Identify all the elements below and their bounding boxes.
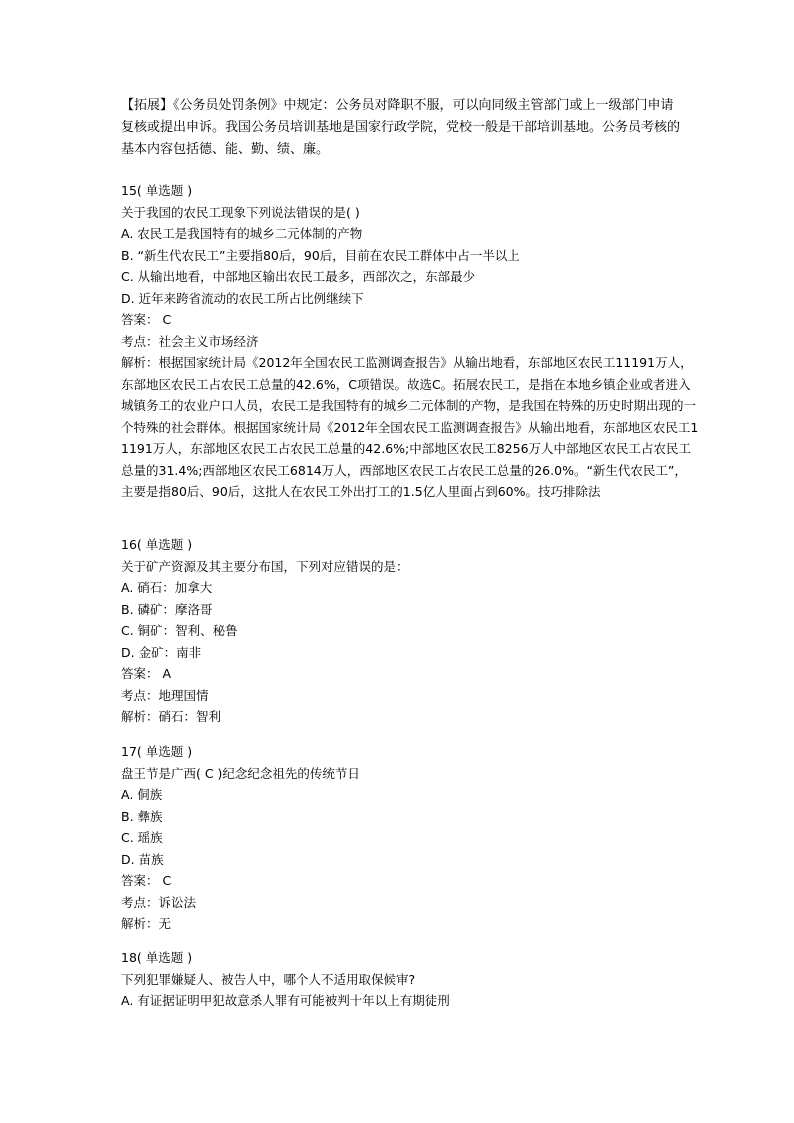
option-a: A. 有证据证明甲犯故意杀人罪有可能被判十年以上有期徒刑 <box>121 993 450 1008</box>
question-stem: 盘王节是广西( C )纪念纪念祖先的传统节日 <box>121 765 360 781</box>
question-number: 15( 单选题 ) <box>121 183 193 198</box>
question-stem: 下列犯罪嫌疑人、被告人中，哪个人不适用取保候审? <box>121 971 416 987</box>
option-a: A. 侗族 <box>121 787 163 802</box>
option-d: D. 金矿：南非 <box>121 644 202 660</box>
question-stem: 关于矿产资源及其主要分布国，下列对应错误的是： <box>121 558 409 574</box>
option-b: B. “新生代农民工”主要指80后，90后，目前在农民工群体中占一半以上 <box>121 247 520 263</box>
answer: 答案： C <box>121 873 172 888</box>
question-18 <box>121 947 701 1012</box>
question-15 <box>121 180 701 503</box>
option-d: D. 近年来跨省流动的农民工所占比例继续下 <box>121 290 364 306</box>
question-number: 16( 单选题 ) <box>121 537 193 552</box>
question-number: 17( 单选题 ) <box>121 744 193 759</box>
analysis: 解析：硝石：智利 <box>121 709 222 724</box>
knowledge-point: 考点：地理国情 <box>121 687 209 703</box>
knowledge-point: 考点：诉讼法 <box>121 894 197 910</box>
option-b: B. 磷矿：摩洛哥 <box>121 601 213 617</box>
option-c: C. 铜矿：智利、秘鲁 <box>121 623 238 638</box>
question-17 <box>121 741 701 935</box>
intro-text: 【拓展】《公务员处罚条例》中规定：公务员对降职不服，可以向同级主管部门或上一级部门申请复核或提出申诉。我国公务员培训基地是国家行政学院，党校一般是干部培训基地。公务员考核的基本内容包括德、能、勤、绩、廉。 <box>121 98 681 157</box>
answer: 答案： C <box>121 312 172 327</box>
answer: 答案： A <box>121 666 172 681</box>
intro-paragraph <box>121 95 681 161</box>
analysis: 解析：无 <box>121 916 172 931</box>
option-b: B. 彝族 <box>121 808 163 824</box>
option-d: D. 苗族 <box>121 851 164 867</box>
analysis: 解析：根据国家统计局《2012年全国农民工监测调查报告》从输出地看，东部地区农民工11191万人，东部地区农民工占农民工总量的42.6%，C项错误。故选C。拓展农民工，是指在本地乡镇企业或者进入城镇务工的农业户口人员，农民工是我国特有的城乡二元体制的产物，是我国在特殊的历史时期出现的一个特殊的社会群体。根据国家统计局《2012年全国农民工监测调查报告》从输出地看，东部地区农民工11191万人，东部地区农民工占农民工总量的42.6%;中部地区农民工8256万人中部地区农民工占农民工总量的31.4%;西部地区农民工6814万人，西部地区农民工占农民工总量的26.0%。“新生代农民工”，主要是指80后、90后，这批人在农民工外出打工的1.5亿人里面占到60%。技巧排除法 <box>121 355 699 499</box>
option-c: C. 瑶族 <box>121 830 163 845</box>
question-number: 18( 单选题 ) <box>121 950 193 965</box>
option-a: A. 硝石：加拿大 <box>121 580 213 595</box>
question-16 <box>121 534 701 728</box>
question-stem: 关于我国的农民工现象下列说法错误的是( ) <box>121 204 360 220</box>
knowledge-point: 考点：社会主义市场经济 <box>121 333 259 349</box>
option-a: A. 农民工是我国特有的城乡二元体制的产物 <box>121 226 363 241</box>
option-c: C. 从输出地看，中部地区输出农民工最多，西部次之，东部最少 <box>121 269 476 284</box>
